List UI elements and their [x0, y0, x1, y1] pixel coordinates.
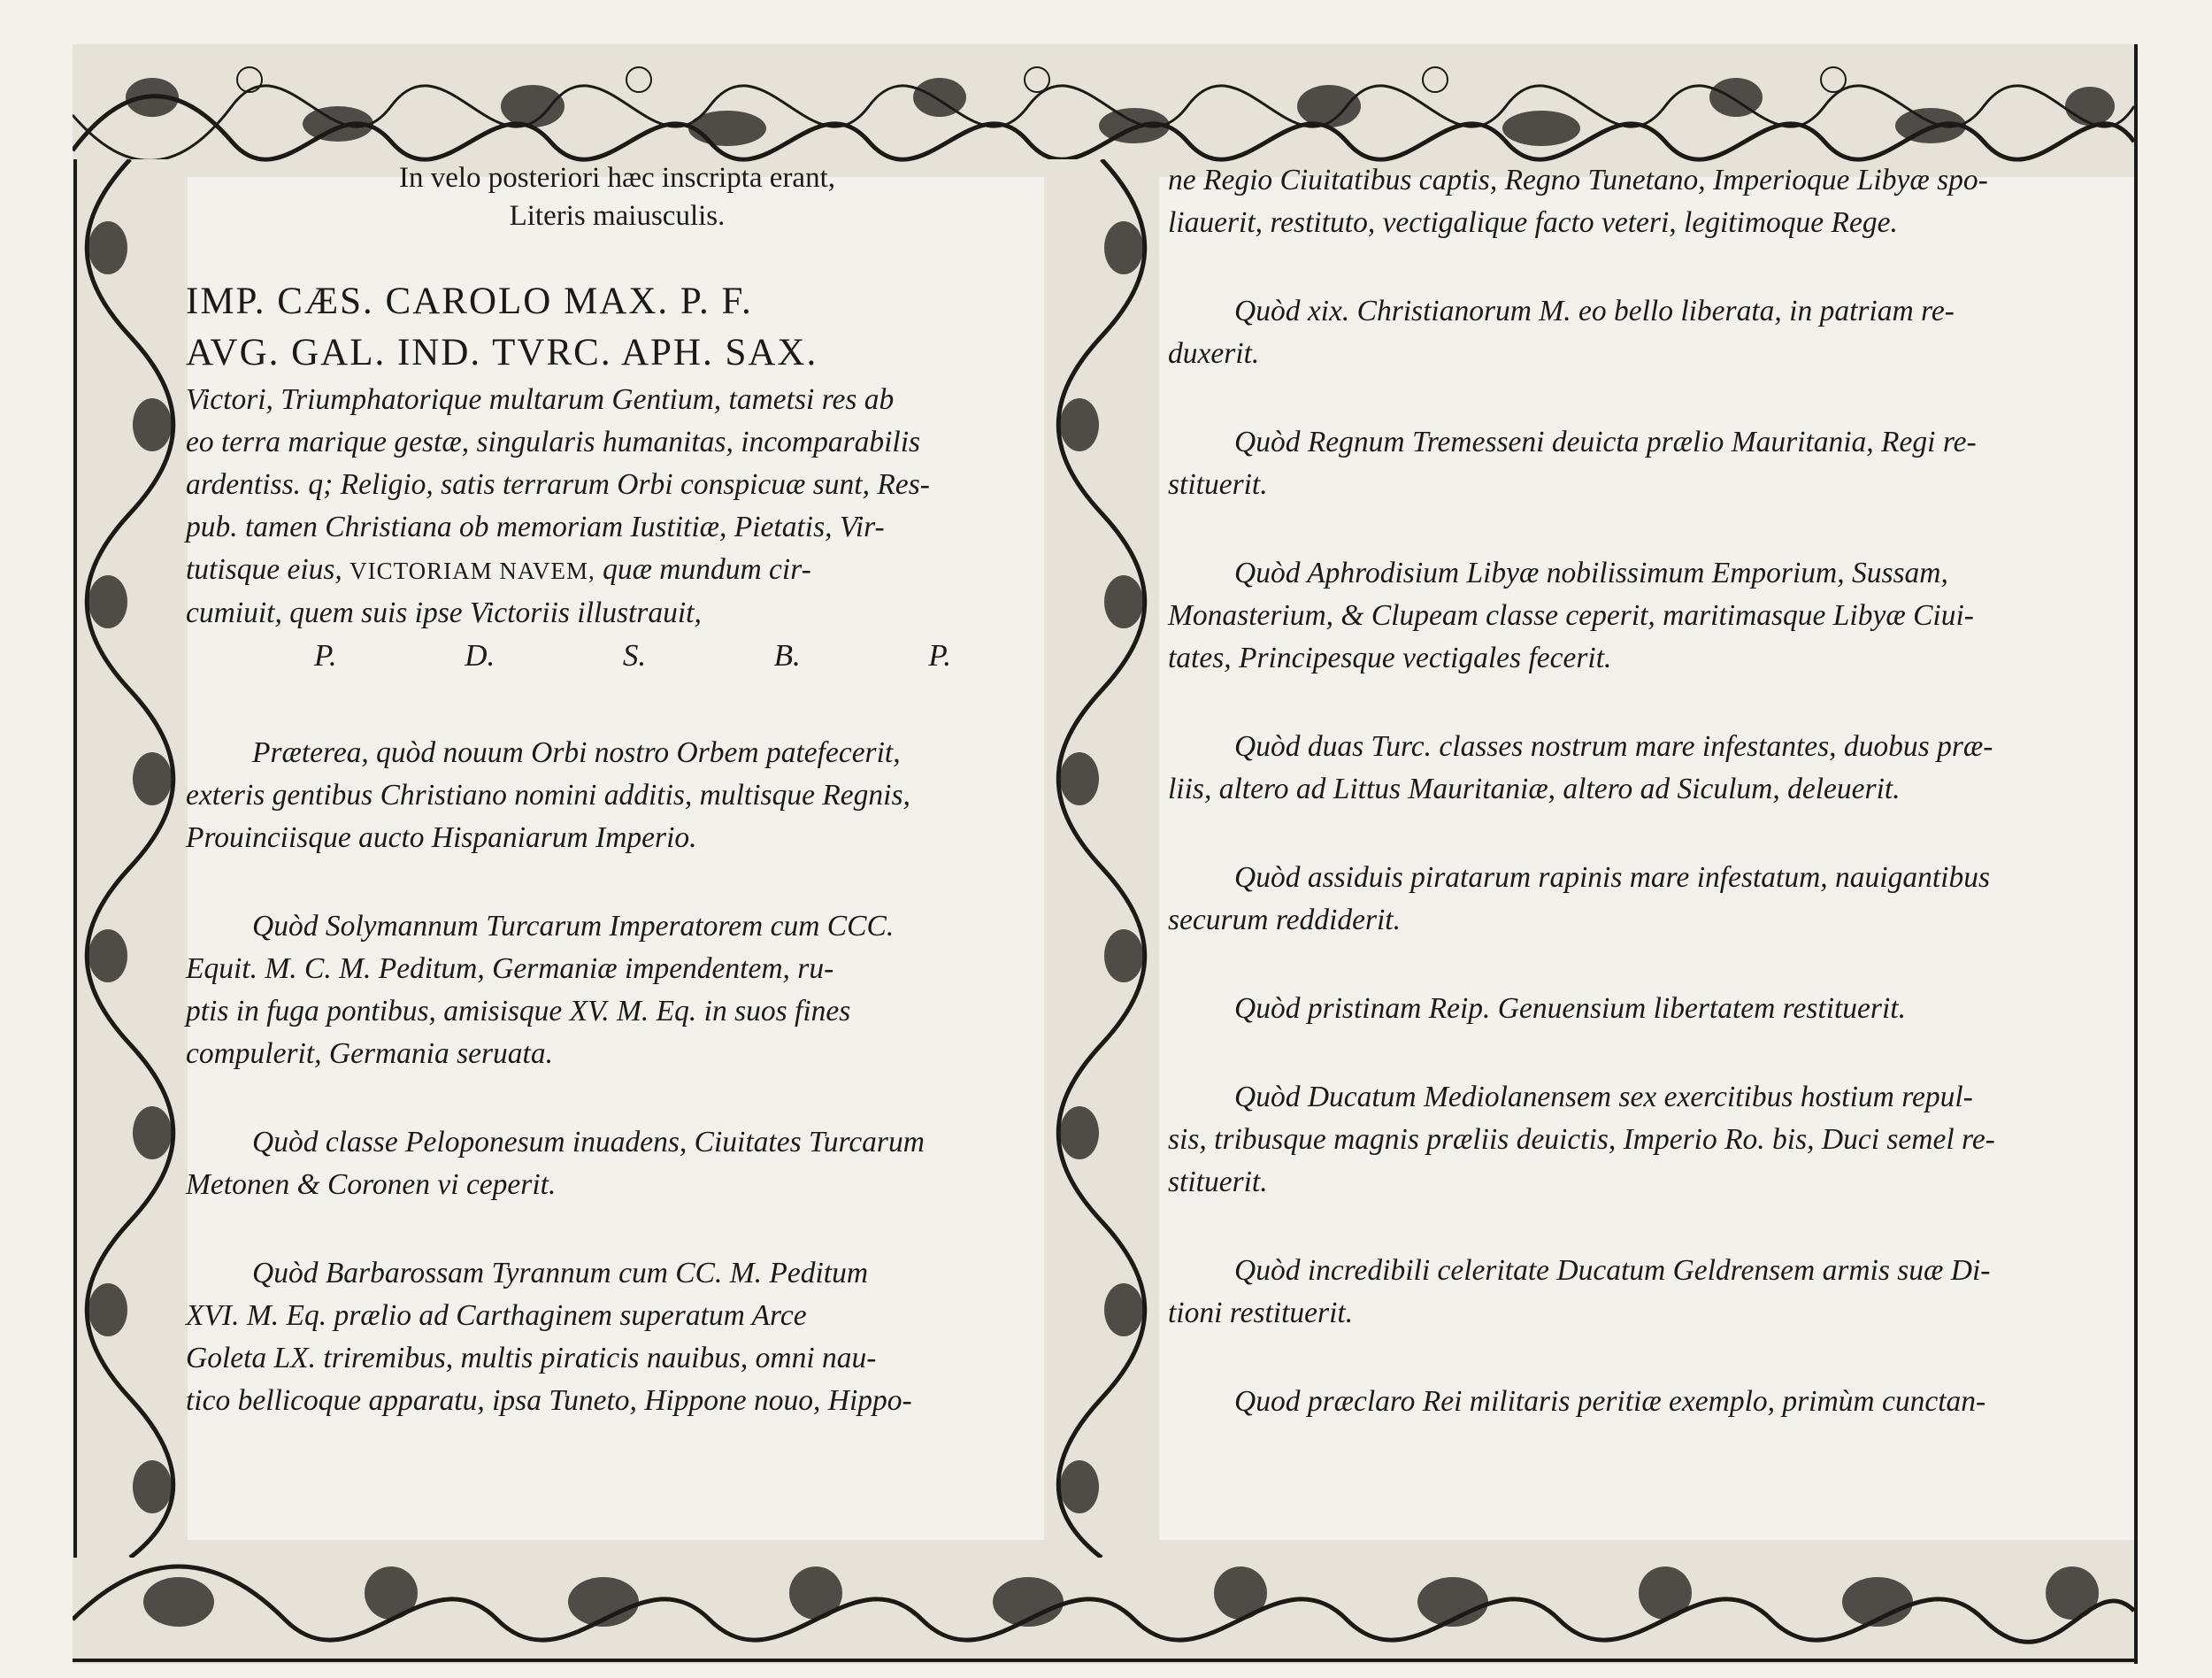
heading-line-2: Literis maiusculis.	[509, 200, 726, 232]
initial-letter: D.	[465, 638, 495, 673]
paragraph-line: Prouinciisque aucto Hispaniarum Imperio.	[186, 821, 697, 854]
paragraph-line: Præterea, quòd nouum Orbi nostro Orbem patefecerit,	[252, 736, 901, 769]
imperial-title-line-2: AVG. GAL. IND. TVRC. APH. SAX.	[186, 332, 818, 373]
heading-line-1: In velo posteriori hæc inscripta erant,	[398, 162, 836, 194]
paragraph-line: Quòd classe Peloponesum inuadens, Ciuitates Turcarum	[252, 1126, 925, 1158]
initial-letter: P.	[314, 638, 337, 673]
paragraph-line: Quòd Solymannum Turcarum Imperatorem cum CCC.	[252, 910, 895, 943]
paragraph-line: liauerit, restituto, vectigalique facto veteri, legitimoque Rege.	[1168, 206, 1898, 239]
dedication-line-5-start: tutisque eius,	[186, 553, 342, 586]
paragraph-line: ne Regio Ciuitatibus captis, Regno Tunetano, Imperioque Libyæ spo-	[1168, 164, 1988, 196]
dedication-line	[186, 549, 1048, 592]
right-border-line	[2113, 44, 2139, 1664]
top-ornamental-border	[73, 44, 2134, 177]
paragraph-line: duxerit.	[1168, 337, 1260, 370]
paragraph-line: tates, Principesque vectigales fecerit.	[1168, 642, 1612, 674]
paragraph-line: Quòd xix. Christianorum M. eo bello liberata, in patriam re-	[1234, 295, 1955, 327]
paragraph-line: Quòd incredibili celeritate Ducatum Geldrensem armis suæ Di-	[1234, 1254, 1991, 1287]
left-text-column	[186, 159, 1048, 1422]
dedication-line: ardentiss. q; Religio, satis terrarum Orbi conspicuæ sunt, Res-	[186, 468, 930, 501]
paragraph-line: tico bellicoque apparatu, ipsa Tuneto, Hippone nouo, Hippo-	[186, 1384, 912, 1417]
dedication-line: cumiuit, quem suis ipse Victoriis illustrauit,	[186, 597, 702, 629]
imperial-title-line-1: IMP. CÆS. CAROLO MAX. P. F.	[186, 281, 753, 322]
paragraph-line: Quod præclaro Rei militaris peritiæ exemplo, primùm cunctan-	[1234, 1385, 1986, 1418]
victoriam-navem-caps: VICTORIAM NAVEM,	[349, 558, 595, 584]
initial-letter: B.	[773, 638, 801, 673]
paragraph-line: Quòd pristinam Reip. Genuensium libertatem restituerit.	[1234, 992, 1906, 1025]
initial-letter: S.	[622, 638, 647, 673]
paragraph-line: Quòd duas Turc. classes nostrum mare infestantes, duobus præ-	[1234, 730, 1993, 763]
paragraph-line: exteris gentibus Christiano nomini additis, multisque Regnis,	[186, 779, 910, 812]
paragraph-line: Quòd Barbarossam Tyrannum cum CC. M. Peditum	[252, 1257, 869, 1289]
paragraph-line: stituerit.	[1168, 1166, 1268, 1198]
paragraph-line: sis, tribusque magnis præliis deuictis, Imperio Ro. bis, Duci semel re-	[1168, 1123, 1995, 1156]
right-text-column	[1168, 159, 2115, 1423]
dedication-line-5-end: quæ mundum cir-	[603, 553, 811, 586]
paragraph-line: Quòd assiduis piratarum rapinis mare infestatum, nauigantibus	[1234, 861, 1991, 894]
paragraph-line: ptis in fuga pontibus, amisisque XV. M. Eq. in suos fines	[186, 995, 851, 1028]
paragraph-line: Quòd Ducatum Mediolanensem sex exercitibus hostium repul-	[1234, 1081, 1973, 1113]
dedication-line: pub. tamen Christiana ob memoriam Iustitiæ, Pietatis, Vir-	[186, 511, 885, 543]
paragraph-line: Goleta LX. triremibus, multis piraticis nauibus, omni nau-	[186, 1342, 877, 1374]
paragraph-line: Quòd Regnum Tremesseni deuicta prælio Mauritania, Regi re-	[1234, 426, 1977, 458]
paragraph-line: Monasterium, & Clupeam classe ceperit, maritimasque Libyæ Ciui-	[1168, 599, 1974, 632]
dedication-line: eo terra marique gestæ, singularis humanitas, incomparabilis	[186, 426, 921, 458]
middle-ornamental-border	[1044, 159, 1159, 1558]
paragraph-line: XVI. M. Eq. prælio ad Carthaginem superatum Arce	[186, 1299, 807, 1332]
paragraph-line: compulerit, Germania seruata.	[186, 1037, 553, 1070]
paragraph-line: Metonen & Coronen vi ceperit.	[186, 1168, 557, 1201]
left-ornamental-border	[73, 159, 188, 1558]
paragraph-line: stituerit.	[1168, 468, 1268, 501]
paragraph-line: Quòd Aphrodisium Libyæ nobilissimum Emporium, Sussam,	[1234, 557, 1948, 589]
dedication-line: Victori, Triumphatorique multarum Gentium, tametsi res ab	[186, 383, 895, 416]
bottom-ornamental-border	[73, 1540, 2134, 1664]
paragraph-line: liis, altero ad Littus Mauritaniæ, altero ad Siculum, deleuerit.	[1168, 773, 1901, 805]
paragraph-line: tioni restituerit.	[1168, 1297, 1354, 1329]
dedication-initials	[314, 638, 951, 674]
initial-letter: P.	[928, 638, 951, 673]
paragraph-line: securum reddiderit.	[1168, 904, 1401, 936]
paragraph-line: Equit. M. C. M. Peditum, Germaniæ impendentem, ru-	[186, 952, 834, 985]
